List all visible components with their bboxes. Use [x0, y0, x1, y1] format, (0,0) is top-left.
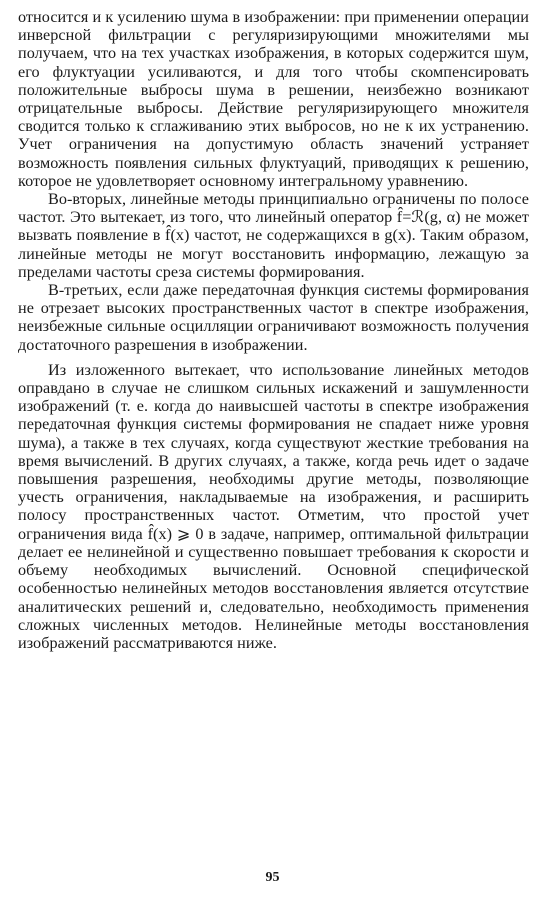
- page-number: 95: [265, 870, 280, 885]
- paragraph-oscillations: В-третьих, если даже передаточная функция системы формирования не отрезает высоких пространственных частот в спектре изображения, неизбежные сильные осцилляции ограничивают возможность получения достаточного разрешения в изображении.: [18, 281, 529, 354]
- paragraph-noise-amplification: относится и к усилению шума в изображении: при применении операции инверсной фильтрации с регуляризирующими множителями мы получаем, что на тех участках изображения, в которых содержится шум, его флуктуации усиливаются, и для того чтобы скомпенсировать положительные выбросы шума в решении, неизбежно возникают отрицательные выбросы. Действие регуляризирующего множителя сводится только к сглаживанию этих выбросов, но не к их устранению. Учет ограничения на допустимую область значений устраняет возможность появления сильных флуктуаций, приводящих к решению, которое не удовлетворяет основному интегральному уравнению.: [18, 8, 529, 190]
- page-body: [18, 8, 529, 652]
- paragraph-conclusion: Из изложенного вытекает, что использование линейных методов оправдано в случае не слишком сильных искажений и зашумленности изображений (т. е. когда до наивысшей частоты в спектре изображения передаточная функция системы формирования не спадает ниже уровня шума), а также в тех случаях, когда существуют жесткие требования на время вычислений. В других случаях, а также, когда речь идет о задаче повышения разрешения, необходимы другие методы, позволяющие учесть ограничения, накладываемые на изображения, и расширить полосу пространственных частот. Отметим, что простой учет ограничения вида f̂(x) ⩾ 0 в задаче, например, оптимальной фильтрации делает ее нелинейной и существенно повышает требования к скорости и объему необходимых вычислений. Основной специфической особенностью нелинейных методов восстановления является отсутствие аналитических решений и, следовательно, необходимость применения сложных численных методов. Нелинейные методы восстановления изображений рассматриваются ниже.: [18, 360, 529, 652]
- paragraph-bandwidth-limit: Во-вторых, линейные методы принципиально ограничены по полосе частот. Это вытекает, из того, что линейный оператор f̂=ℛ(g, α) не может вызвать появление в f̂(x) частот, не содержащихся в g(x). Таким образом, линейные методы не могут восстановить информацию, лежащую за пределами частоты среза системы формирования.: [18, 190, 529, 281]
